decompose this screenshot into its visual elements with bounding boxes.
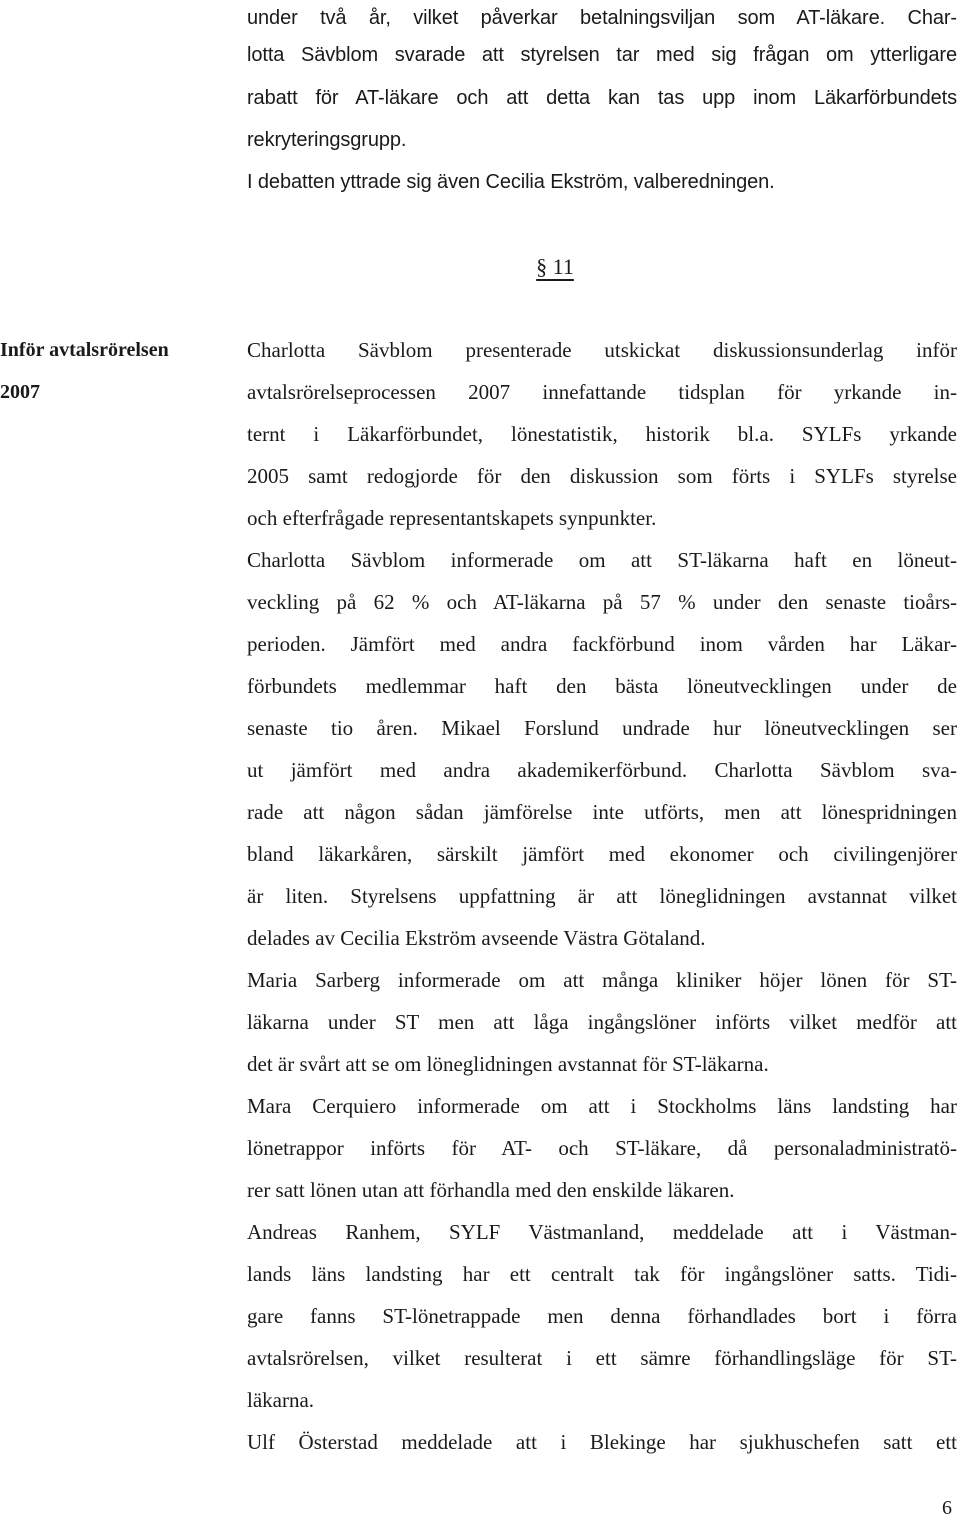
body-line: och efterfrågade representantskapets synpunkter. (247, 506, 657, 530)
section-heading-line-1: Inför avtalsrörelsen (0, 339, 169, 361)
body-line: förbundets medlemmar haft den bästa löneutvecklingen under de (247, 674, 957, 698)
body-line: det är svårt att se om löneglidningen avstannat för ST-läkarna. (247, 1052, 769, 1076)
intro-line-1: under två år, vilket påverkar betalningsviljan som AT-läkare. Char- (247, 7, 957, 29)
body-line: delades av Cecilia Ekström avseende Västra Götaland. (247, 926, 706, 950)
page-number: 6 (942, 1497, 952, 1519)
body-line: avtalsrörelseprocessen 2007 innefattande tidsplan för yrkande in- (247, 380, 957, 404)
body-line: veckling på 62 % och AT-läkarna på 57 % under den senaste tioårs- (247, 590, 957, 614)
body-line: lönetrappor införts för AT- och ST-läkare, då personaladministratö- (247, 1136, 957, 1160)
body-line: rade att någon sådan jämförelse inte utförts, men att lönespridningen (247, 800, 957, 824)
body-line: ternt i Läkarförbundet, lönestatistik, historik bl.a. SYLFs yrkande (247, 422, 957, 446)
body-line: läkarna under ST men att låga ingångslöner införts vilket medför att (247, 1010, 957, 1034)
section-number: § 11 (536, 254, 574, 279)
body-line: senaste tio åren. Mikael Forslund undrade hur löneutvecklingen ser (247, 716, 957, 740)
intro-line-3: rabatt för AT-läkare och att detta kan tas upp inom Läkarförbundets (247, 87, 957, 109)
body-line: Maria Sarberg informerade om att många kliniker höjer lönen för ST- (247, 968, 957, 992)
body-line: Andreas Ranhem, SYLF Västmanland, meddelade att i Västman- (247, 1220, 957, 1244)
body-line: ut jämfört med andra akademikerförbund. Charlotta Sävblom sva- (247, 758, 957, 782)
body-line: läkarna. (247, 1388, 315, 1412)
body-line: Mara Cerquiero informerade om att i Stockholms läns landsting har (247, 1094, 957, 1118)
body-line: gare fanns ST-lönetrappade men denna förhandlades bort i förra (247, 1304, 957, 1328)
body-line: är liten. Styrelsens uppfattning är att löneglidningen avstannat vilket (247, 884, 957, 908)
intro-line-2: lotta Sävblom svarade att styrelsen tar med sig frågan om ytterligare (247, 44, 957, 66)
body-line: bland läkarkåren, särskilt jämfört med ekonomer och civilingenjörer (247, 842, 957, 866)
body-line: Charlotta Sävblom informerade om att ST-läkarna haft en löneut- (247, 548, 957, 572)
body-line: rer satt lönen utan att förhandla med den enskilde läkaren. (247, 1178, 735, 1202)
body-line: lands läns landsting har ett centralt tak för ingångslöner satts. Tidi- (247, 1262, 957, 1286)
section-heading-line-2: 2007 (0, 381, 40, 403)
body-line: Charlotta Sävblom presenterade utskickat diskussionsunderlag inför (247, 338, 957, 362)
intro-line-5: I debatten yttrade sig även Cecilia Ekström, valberedningen. (247, 171, 775, 193)
body-line: avtalsrörelsen, vilket resulterat i ett sämre förhandlingsläge för ST- (247, 1346, 957, 1370)
intro-line-4: rekryteringsgrupp. (247, 129, 407, 151)
body-line: Ulf Österstad meddelade att i Blekinge har sjukhuschefen satt ett (247, 1430, 957, 1454)
body-line: 2005 samt redogjorde för den diskussion som förts i SYLFs styrelse (247, 464, 957, 488)
body-line: perioden. Jämfört med andra fackförbund inom vården har Läkar- (247, 632, 957, 656)
